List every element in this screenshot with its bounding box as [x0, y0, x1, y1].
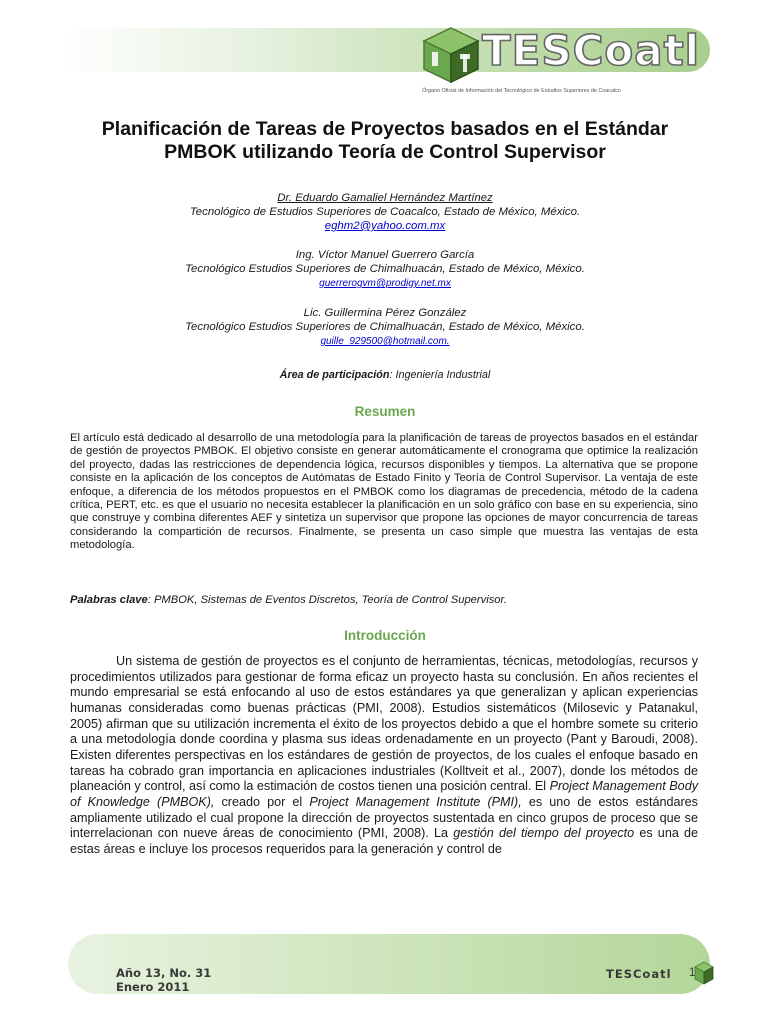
author-name: Lic. Guillermina Pérez González	[303, 307, 467, 319]
title-line-2: PMBOK utilizando Teoría de Control Supervisor	[164, 141, 606, 163]
intro-text-span: es uno de estos estándares ampliamente utilizado el cual propone la dirección de proyectos sustentada en cinco grupos de proceso que se interrelacionan con nueve áreas de conocimiento (PMI, 2008). La	[70, 794, 698, 841]
keywords	[70, 594, 698, 606]
footer-date: Enero 2011	[116, 980, 190, 994]
logo-subtitle: Órgano Oficial de Información del Tecnológico de Estudios Superiores de Coacalco	[422, 88, 621, 94]
intro-italic-span: Project Management Institute (PMI),	[309, 794, 522, 809]
author-affiliation: Tecnológico Estudios Superiores de Chimalhuacán, Estado de México, México.	[185, 263, 585, 275]
participation-area	[60, 369, 710, 381]
intro-italic-span: gestión del tiempo del proyecto	[453, 826, 635, 841]
abstract-heading: Resumen	[354, 404, 416, 419]
author-email-link[interactable]: guerrerogvm@prodigy.net.mx	[319, 278, 451, 289]
author-name: Dr. Eduardo Gamaliel Hernández Martínez	[277, 192, 493, 204]
footer-issue: Año 13, No. 31	[116, 966, 212, 980]
keywords-label: Palabras clave	[70, 594, 148, 606]
author-name: Ing. Víctor Manuel Guerrero García	[295, 249, 475, 261]
logo-wordmark: TESCoatl	[482, 26, 701, 75]
area-label: Área de participación	[279, 369, 390, 381]
author-email-link[interactable]: guille_929500@hotmail.com.	[320, 336, 450, 347]
author-affiliation: Tecnológico Estudios Superiores de Chimalhuacán, Estado de México, México.	[185, 321, 585, 333]
paper-title	[60, 118, 710, 164]
author-block	[60, 248, 710, 291]
intro-text-span: es una de estas áreas e incluye los procesos requeridos para la generación y control de	[70, 826, 698, 856]
cube-icon	[420, 24, 482, 86]
footer-cube-icon	[693, 960, 715, 986]
introduction-heading: Introducción	[344, 628, 426, 643]
author-affiliation: Tecnológico de Estudios Superiores de Coacalco, Estado de México, México.	[189, 206, 581, 218]
area-value: : Ingeniería Industrial	[389, 369, 491, 381]
introduction-text	[70, 654, 698, 858]
footer-brand: TESCoatl	[606, 967, 672, 981]
author-block	[60, 191, 710, 233]
intro-text-span: creado por el	[214, 794, 310, 809]
author-list	[60, 191, 710, 364]
author-email-link[interactable]: eghm2@yahoo.com.mx	[324, 220, 446, 232]
intro-text-span: Un sistema de gestión de proyectos es el conjunto de herramientas, técnicas, metodologías, recursos y procedimientos utilizados para gestionar de forma eficaz un proyecto hasta su conclusión. En años recientes el mundo empresarial se está enfocando al uso de estos estándares ya que generalizan y aplican experiencias humanas consideradas como buenas prácticas (PMI, 2008). Estudios sistemáticos (Milosevic y Patanakul, 2005) afirman que su utilización incrementa el éxito de los proyectos debido a que el hombre somete su criterio a una metodología donde coordina y plasma sus ideas ordenadamente en un proyecto (Pant y Baroudi, 2008). Existen diferentes perspectivas en los estándares de gestión de proyectos, de los cuales el enfoque basado en tareas ha cobrado gran importancia en aplicaciones industriales (Kolltveit et al., 2007), donde los métodos de planeación y control, así como la estimación de costos tienen una posición central. El	[70, 654, 698, 794]
title-line-1: Planificación de Tareas de Proyectos basados en el Estándar	[101, 118, 669, 140]
abstract-text: El artículo está dedicado al desarrollo de una metodología para la planificación de tareas de proyectos basados en el estándar de gestión de proyectos PMBOK. El objetivo consiste en generar automáticamente el cronograma que optimice la realización del proyecto, dadas las restricciones de dependencia lógica, recursos disponibles y tiempos. La alternativa que se propone consiste en la aplicación de los conceptos de Autómatas de Estado Finito y Teoría de Control Supervisor. La ventaja de este enfoque, a diferencia de los métodos propuestos en el PMBOK como los diagramas de precedencia, método de la cadena crítica, PERT, etc. es que el usuario no necesita establecer la planificación en un solo gráfico con base en su experiencia, sino que construye y combina diferentes AEF y sintetiza un supervisor que propone las opciones de mayor concurrencia de tareas considerando la compartición de recursos. Finalmente, se presenta un caso simple que muestra las ventajas de esta metodología.	[70, 432, 698, 552]
page-number: 1	[689, 967, 696, 979]
keywords-value: : PMBOK, Sistemas de Eventos Discretos, Teoría de Control Supervisor.	[147, 594, 507, 606]
journal-logo	[420, 24, 710, 96]
author-block	[60, 306, 710, 349]
footer-issue-info	[116, 966, 211, 994]
intro-italic-span: Project Management Body of Knowledge (PMBOK),	[70, 779, 698, 809]
